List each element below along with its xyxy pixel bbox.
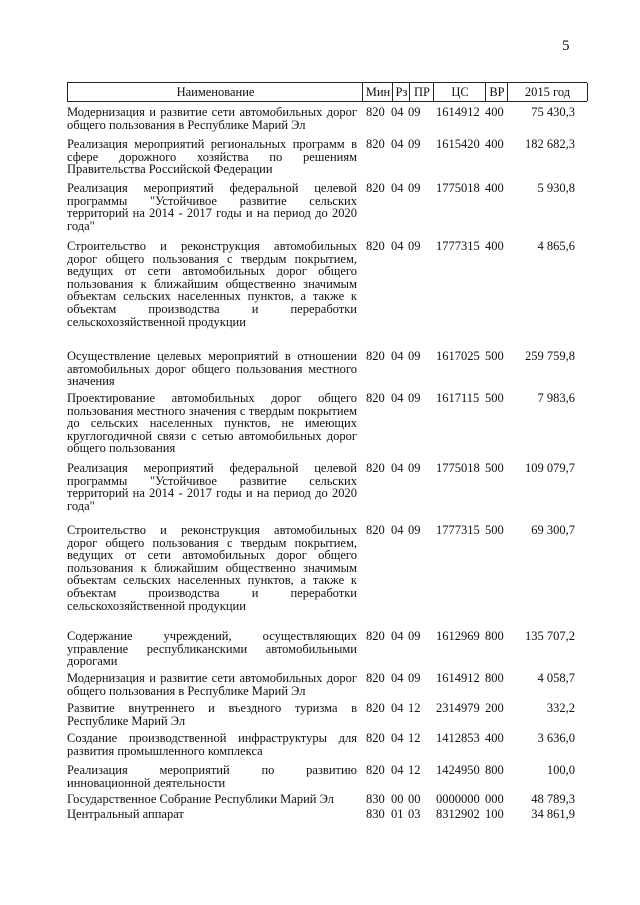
row-min: 820 bbox=[366, 671, 385, 685]
header-year: 2015 год bbox=[507, 83, 588, 101]
row-min: 820 bbox=[366, 239, 385, 253]
row-amount: 109 079,7 bbox=[525, 461, 575, 475]
row-min: 820 bbox=[366, 181, 385, 195]
row-cs: 1614912 bbox=[436, 671, 480, 685]
row-rz: 04 bbox=[391, 181, 404, 195]
row-min: 820 bbox=[366, 731, 385, 745]
row-amount: 34 861,9 bbox=[531, 807, 575, 821]
row-min: 820 bbox=[366, 391, 385, 405]
row-min: 820 bbox=[366, 105, 385, 119]
header-rz: Рз bbox=[392, 83, 410, 101]
row-name: Модернизация и развитие сети автомобильных дорог общего пользования в Республике Марий Эл bbox=[67, 105, 357, 132]
row-pr: 09 bbox=[408, 105, 421, 119]
row-rz: 04 bbox=[391, 629, 404, 643]
row-pr: 12 bbox=[408, 731, 421, 745]
row-pr: 09 bbox=[408, 137, 421, 151]
table-header bbox=[67, 82, 587, 102]
row-name: Развитие внутреннего и въездного туризма в Республике Марий Эл bbox=[67, 701, 357, 728]
row-name: Осуществление целевых мероприятий в отношении автомобильных дорог общего пользования местного значения bbox=[67, 349, 357, 389]
row-min: 830 bbox=[366, 807, 385, 821]
row-amount: 100,0 bbox=[546, 763, 575, 777]
row-vr: 400 bbox=[485, 731, 504, 745]
row-name: Содержание учреждений, осуществляющих управление республиканскими автомобильными дорогами bbox=[67, 629, 357, 669]
row-min: 820 bbox=[366, 349, 385, 363]
row-name: Строительство и реконструкция автомобильных дорог общего пользования с твердым покрытием, ведущих от сети автомобильных дорог общего пользования к ближайшим общественно значимым объектам сельских населенных пунктов, а также к объектам производства и переработки сельскохозяйственной продукции bbox=[67, 523, 357, 613]
row-vr: 500 bbox=[485, 461, 504, 475]
row-amount: 3 636,0 bbox=[537, 731, 575, 745]
header-pr: ПР bbox=[409, 83, 434, 101]
row-pr: 09 bbox=[408, 391, 421, 405]
row-vr: 000 bbox=[485, 792, 504, 806]
row-amount: 135 707,2 bbox=[525, 629, 575, 643]
row-name: Реализация мероприятий федеральной целевой программы "Устойчивое развитие сельских территорий на 2014 - 2017 годы и на период до 2020 года" bbox=[67, 181, 357, 233]
row-pr: 09 bbox=[408, 181, 421, 195]
header-name: Наименование bbox=[67, 83, 363, 101]
row-vr: 200 bbox=[485, 701, 504, 715]
row-vr: 400 bbox=[485, 105, 504, 119]
row-amount: 182 682,3 bbox=[525, 137, 575, 151]
row-vr: 400 bbox=[485, 239, 504, 253]
header-vr: ВР bbox=[485, 83, 508, 101]
row-vr: 400 bbox=[485, 137, 504, 151]
row-rz: 04 bbox=[391, 391, 404, 405]
row-cs: 1612969 bbox=[436, 629, 480, 643]
row-cs: 1424950 bbox=[436, 763, 480, 777]
row-cs: 1775018 bbox=[436, 181, 480, 195]
row-pr: 03 bbox=[408, 807, 421, 821]
row-amount: 69 300,7 bbox=[531, 523, 575, 537]
row-vr: 400 bbox=[485, 181, 504, 195]
row-amount: 259 759,8 bbox=[525, 349, 575, 363]
row-min: 820 bbox=[366, 461, 385, 475]
row-rz: 04 bbox=[391, 105, 404, 119]
row-name: Реализация мероприятий региональных программ в сфере дорожного хозяйства по решениям Правительства Российской Федерации bbox=[67, 137, 357, 177]
row-amount: 7 983,6 bbox=[537, 391, 575, 405]
row-pr: 12 bbox=[408, 701, 421, 715]
row-rz: 04 bbox=[391, 461, 404, 475]
header-min: Мин bbox=[362, 83, 393, 101]
row-amount: 4 865,6 bbox=[537, 239, 575, 253]
row-cs: 1614912 bbox=[436, 105, 480, 119]
row-vr: 500 bbox=[485, 391, 504, 405]
row-amount: 75 430,3 bbox=[531, 105, 575, 119]
row-pr: 09 bbox=[408, 523, 421, 537]
row-rz: 04 bbox=[391, 137, 404, 151]
row-pr: 09 bbox=[408, 239, 421, 253]
row-amount: 4 058,7 bbox=[537, 671, 575, 685]
row-rz: 04 bbox=[391, 671, 404, 685]
row-rz: 04 bbox=[391, 349, 404, 363]
row-rz: 04 bbox=[391, 523, 404, 537]
row-rz: 04 bbox=[391, 763, 404, 777]
row-pr: 00 bbox=[408, 792, 421, 806]
row-vr: 800 bbox=[485, 763, 504, 777]
row-rz: 00 bbox=[391, 792, 404, 806]
row-cs: 1775018 bbox=[436, 461, 480, 475]
row-rz: 01 bbox=[391, 807, 404, 821]
row-cs: 0000000 bbox=[436, 792, 480, 806]
row-cs: 8312902 bbox=[436, 807, 480, 821]
row-min: 820 bbox=[366, 629, 385, 643]
row-min: 820 bbox=[366, 137, 385, 151]
row-amount: 5 930,8 bbox=[537, 181, 575, 195]
row-name: Реализация мероприятий федеральной целевой программы "Устойчивое развитие сельских территорий на 2014 - 2017 годы и на период до 2020 года" bbox=[67, 461, 357, 513]
row-rz: 04 bbox=[391, 731, 404, 745]
row-cs: 1615420 bbox=[436, 137, 480, 151]
header-cs: ЦС bbox=[433, 83, 486, 101]
row-cs: 1412853 bbox=[436, 731, 480, 745]
row-vr: 800 bbox=[485, 629, 504, 643]
row-pr: 09 bbox=[408, 349, 421, 363]
row-pr: 09 bbox=[408, 461, 421, 475]
row-min: 830 bbox=[366, 792, 385, 806]
row-name: Реализация мероприятий по развитию инновационной деятельности bbox=[67, 763, 357, 790]
page-number: 5 bbox=[562, 38, 570, 54]
row-rz: 04 bbox=[391, 701, 404, 715]
row-cs: 1617115 bbox=[436, 391, 480, 405]
row-name: Строительство и реконструкция автомобильных дорог общего пользования с твердым покрытием, ведущих от сети автомобильных дорог общего пользования к ближайшим общественно значимым объектам сельских населенных пунктов, а также к объектам производства и переработки сельскохозяйственной продукции bbox=[67, 239, 357, 329]
row-rz: 04 bbox=[391, 239, 404, 253]
row-name: Центральный аппарат bbox=[67, 807, 184, 821]
row-name: Создание производственной инфраструктуры для развития промышленного комплекса bbox=[67, 731, 357, 758]
row-min: 820 bbox=[366, 763, 385, 777]
row-min: 820 bbox=[366, 701, 385, 715]
row-name: Модернизация и развитие сети автомобильных дорог общего пользования в Республике Марий Эл bbox=[67, 671, 357, 698]
row-amount: 48 789,3 bbox=[531, 792, 575, 806]
row-pr: 09 bbox=[408, 629, 421, 643]
row-vr: 500 bbox=[485, 349, 504, 363]
row-vr: 100 bbox=[485, 807, 504, 821]
row-name: Государственное Собрание Республики Марий Эл bbox=[67, 792, 334, 806]
row-min: 820 bbox=[366, 523, 385, 537]
row-pr: 09 bbox=[408, 671, 421, 685]
row-cs: 2314979 bbox=[436, 701, 480, 715]
row-pr: 12 bbox=[408, 763, 421, 777]
row-cs: 1777315 bbox=[436, 239, 480, 253]
row-cs: 1777315 bbox=[436, 523, 480, 537]
row-vr: 800 bbox=[485, 671, 504, 685]
row-cs: 1617025 bbox=[436, 349, 480, 363]
row-name: Проектирование автомобильных дорог общего пользования местного значения с твердым покрытием до сельских населенных пунктов, не имеющих круглогодичной связи с сетью автомобильных дорог общего пользования bbox=[67, 391, 357, 456]
row-amount: 332,2 bbox=[546, 701, 575, 715]
row-vr: 500 bbox=[485, 523, 504, 537]
